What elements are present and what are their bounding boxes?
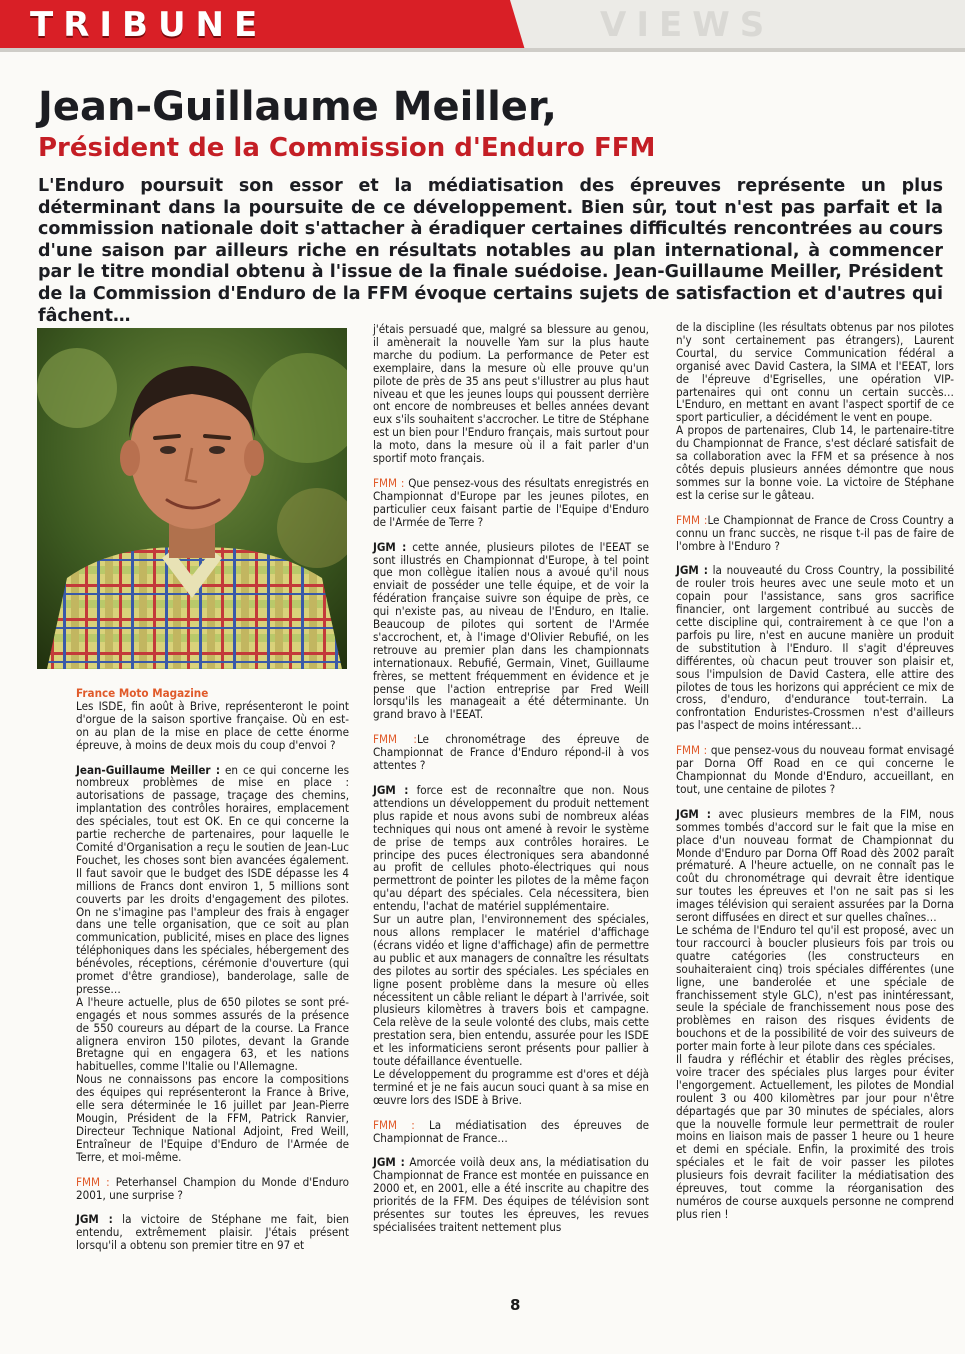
answer-paragraph: A l'heure actuelle, plus de 650 pilotes se sont pré-engagés et nous sommes assurés de la présence de 550 coureurs au départ de la course. La France alignera environ 150 pilotes, devant la Grande Bretagne qui en engagera 63, et les nations habituelles, comme l'Italie ou l'Allemagne. <box>76 994 349 1074</box>
speaker-label: JGM : <box>676 806 711 821</box>
article-intro: L'Enduro poursuit son essor et la médiatisation des épreuves représente un plus déterminant dans la poursuite de ce développement. Bien sûr, tout n'est pas parfait et la commission nationale doit s'attacher à éradiquer certaines difficultés rencontrées au cours d'une saison par ailleurs riche en résultats notables au plan international, à commencer par le titre mondial obtenu à l'issue de la finale suédoise. Jean-Guillaume Meiller, Président de la Commission d'Enduro de la FFM évoque certains sujets de satisfaction et d'autres qui fâchent… <box>38 176 943 326</box>
answer-text: force est de reconnaître que non. Nous attendions un développement du produit nettement plus rapide et nous avons subi de nombreux aléas techniques qui nous ont amené à revoir le système de prise de temps aux contrôles horaires. Le principe des puces électroniques sera abandonné au profit de cellules photo-électriques qui nous permettront de pointer les pilotes de la même façon qu'au départ des spéciales. Cela nécessitera, bien entendu, l'achat de matériel supplémentaire. <box>373 783 649 914</box>
interviewer-label: France Moto Magazine <box>76 686 209 700</box>
page-number: 8 <box>510 1296 521 1314</box>
banner-shadow <box>0 48 965 52</box>
article-subheadline: Président de la Commission d'Enduro FFM <box>38 133 656 163</box>
answer-text: la nouveauté du Cross Country, la possibilité de rouler trois heures avec une seule moto et un copain pour l'assistance, sans gros sacrifice financier, ont largement contribué au succès de cette discipline qui, contrairement à ce que l'on a parfois pu lire, n'est en aucune manière un produit de substitution à l'Enduro. Il s'agit d'épreuves différentes, où chacun peut trouver son plaisir et, sous l'impulsion de David Castera, elle attire des pilotes de tous les horizons qui apprécient ce mix de cross, d'enduro, d'endurance tout-terrain. La confrontation Enduristes-Crossmen n'est d'ailleurs pas l'aspect de moins intéressant… <box>676 563 954 733</box>
question-tag: FMM : <box>373 732 417 747</box>
speaker-label: JGM : <box>373 1155 405 1170</box>
speaker-label: JGM : <box>76 1212 113 1227</box>
speaker-label: JGM : <box>373 783 409 797</box>
answer-paragraph: Le schéma de l'Enduro tel qu'il est proposé, avec un tour raccourci à boucler plusieurs fois par trois ou quatre catégories (les constructeurs en souhaiteraient cinq) trois spéciales différentes (une ligne, une banderolée et une spéciale de franchissement style GLC), n'est pas inintéressant, seule la spéciale de franchissement nous pose des problèmes en raison des risques évidents de bouchons et de la possibilité de voir des suiveurs de porter main forte à leur pilote dans ces spéciales. <box>676 922 954 1054</box>
question-tag: FMM : <box>676 743 708 758</box>
article-column-1 <box>76 687 349 1264</box>
answer-paragraph: de la discipline (les résultats obtenus par nos pilotes n'y sont certainement pas étrangers), Laurent Courtal, du service Communication fédéral a organisé avec David Castera, la SIMA et l'EEAT, lors de l'épreuve d'Egriselles, une opération VIP-partenaires qui ont connu un certain succès… L'Enduro, en mettant en avant l'aspect sportif de ce sport particulier, a décidément le vent en poupe. <box>676 320 954 425</box>
article-column-2 <box>373 323 649 1246</box>
question-text: que pensez-vous du nouveau format envisagé par Dorna Off Road en ce qui concerne le Championnat du Monde d'Enduro, accueillant, en tout, une centaine de pilotes ? <box>676 743 954 796</box>
answer-paragraph: Sur un autre plan, l'environnement des spéciales, nous allons remplacer le matériel d'affichage (écrans vidéo et ligne d'affichage) afin de permettre au public et aux managers de connaître les résultats des pilotes au sortir des spéciales. Les spéciales en ligne posent problème dans la mesure où elles nécessitent un câble reliant le départ à l'arrivée, soit plusieurs kilomètres à travers bois et campagne. Cela relève de la seule volonté des clubs, mais cette prestation sera, bien entendu, assurée pour les ISDE et les informaticiens seront présents pour pallier à toute défaillance éventuelle. <box>373 912 649 1069</box>
question-tag: FMM : <box>373 1117 415 1132</box>
article-column-3 <box>676 321 954 1233</box>
answer-text: en ce qui concerne les nombreux problèmes de mise en place : autorisations de passage, traçage des chemins, implantation des contrôles horaires, emplacement des spéciales, tout est OK. En ce qui concerne la partie recherche de partenaires, pour laquelle le Comité d'Organisation a reçu le soutien de Jean-Luc Fouchet, les choses sont bien avancées également. Il faut savoir que le budget des ISDE dépasse les 4 millions de Francs dont environ 1, 5 millions sont couverts par les droits d'engagement des pilotes. On ne s'imagine pas l'ampleur des frais à engager dans une telle organisation, que ce soit au plan communication, publicité, mises en place des lignes téléphoniques dans les spéciales, hébergement des bénévoles, réceptions, cérémonie d'ouverture (qui promet d'être grandiose), banderolage, salle de presse… <box>76 762 350 996</box>
question-tag: FMM : <box>676 512 708 527</box>
question-text: Le Championnat de France de Cross Country a connu un franc succès, ne risque t-il pas de faire de l'ombre à l'Enduro ? <box>676 512 954 553</box>
question-text: Le chronométrage des épreuve de Championnat de France d'Enduro répond-il à vos attentes ? <box>373 732 649 773</box>
section-label: TRIBUNE <box>30 5 268 45</box>
answer-paragraph: j'étais persuadé que, malgré sa blessure au genou, il amènerait la nouvelle Yam sur la plus haute marche du podium. La performance de Peter est exemplaire, dans la mesure où elle prouve qu'un pilote de près de 35 ans peut s'illustrer au plus haut niveau et que les jeunes loups qui poussent derrière ont encore de nombreuses et belles années devant eux s'ils souhaitent s'accrocher. Le titre de Stéphane est un bien pour l'Enduro français, mais surtout pour la moto, dans la mesure où il a fait parler d'un sportif moto français. <box>373 322 649 466</box>
answer-paragraph: Le développement du programme est d'ores et déjà terminé et je ne fais aucun souci quant à sa mise en œuvre lors des ISDE à Brive. <box>373 1066 649 1107</box>
answer-paragraph: Nous ne connaissons pas encore la compositions des équipes qui représenteront la France à Brive, elle sera déterminée le 16 juillet par Jean-Pierre Mougin, Président de la FFM, Patrick Ranvier, Directeur Technique National Adjoint, Fred Weill, Entraîneur de l'Equipe d'Enduro de l'Armée de Terre, et moi-même. <box>76 1072 349 1164</box>
question-text: Que pensez-vous des résultats enregistrés en Championnat d'Europe par les jeunes pilotes, en particulier ceux faisant partie de l'Equipe d'Enduro de l'Armée de Terre ? <box>373 475 649 529</box>
question-text: Les ISDE, fin août à Brive, représenteront le point d'orgue de la saison sportive française. Où en est-on au plan de la mise en place de cette énorme épreuve, à moins de deux mois du coup d'envoi ? <box>76 698 349 752</box>
portrait-illustration <box>37 328 347 669</box>
answer-text: la victoire de Stéphane me fait, bien entendu, extrêmement plaisir. J'étais présent lorsqu'il a obtenu son premier titre en 97 et <box>76 1212 349 1253</box>
question-tag: FMM : <box>76 1174 110 1189</box>
speaker-label: JGM : <box>676 563 708 578</box>
article-headline: Jean-Guillaume Meiller, <box>38 84 557 130</box>
answer-text: Amorcée voilà deux ans, la médiatisation du Championnat de France est montée en puissance en 2000 et, en 2001, elle a été inscrite au chapitre des priorités de la FFM. Des équipes de télévision sont présentes sur toutes les épreuves, les revues spécialisées traitent nettement plus <box>373 1155 649 1234</box>
answer-text: cette année, plusieurs pilotes de l'EEAT se sont illustrés en Championnat d'Europe, à tel point que mon collègue italien nous a avoué qu'il nous enviait de posséder une telle équipe, et de voir la fédération française suivre son équipe de près, ce qui n'existe pas, au niveau de l'Enduro, en Italie. Beaucoup de pilotes qui sortent de l'Armée s'accrochent, et, à l'image d'Olivier Rebufié, on les retrouve au premier plan dans les championnats internationaux. Rebufié, Germain, Vinet, Guillaume frères, se mettent fréquemment en évidence et je pense que l'action entreprise par Fred Weill lorsqu'ils les manageait a été déterminante. Un grand bravo à l'EEAT. <box>373 539 649 722</box>
question-tag: FMM : <box>373 475 405 490</box>
section-banner <box>0 0 965 50</box>
answer-text: avec plusieurs membres de la FIM, nous sommes tombés d'accord sur le fait que la mise en place d'un nouveau format de Championnat du Monde d'Enduro par Dorna Off Road dès 2002 paraît prématuré. A l'heure actuelle, on ne connaît pas le coût du chronométrage qui devrait être identique sur toutes les épreuves et l'on ne sait pas si les images télévision qui seraient assurées par la Dorna seront diffusées en direct et sur quelles chaînes… <box>676 806 954 925</box>
ghost-label: VIEWS <box>600 5 775 45</box>
question-text: La médiatisation des épreuves de Championnat de France… <box>373 1117 649 1145</box>
answer-paragraph: Il faudra y réfléchir et établir des règles précises, voire tracer des spéciales plus larges pour éviter l'engorgement. Actuellement, les pilotes de Mondial roulent 3 ou 400 kilomètres par jour pour n'être départagés que par 30 minutes de spéciales, alors que la nouvelle formule leur permettrait de rouler moins en liaison mais de passer 1 heure ou 1 heure et demi en spéciale. Enfin, la proximité des trois spéciales et le fait de voir passer les pilotes plusieurs fois devrait faciliter la médiatisation des épreuves, tout comme la réorganisation des numéros de course auxquels personne ne comprend plus rien ! <box>676 1052 954 1221</box>
question-text: Peterhansel Champion du Monde d'Enduro 2001, une surprise ? <box>76 1174 349 1202</box>
portrait-photo <box>37 328 347 669</box>
speaker-label: Jean-Guillaume Meiller : <box>76 762 221 777</box>
answer-paragraph: A propos de partenaires, Club 14, le partenaire-titre du Championnat de France, s'est déclaré satisfait de sa collaboration avec la FFM et sa présence à nos côtés depuis plusieurs années démontre que nous sommes sur la bonne voie. La victoire de Stéphane est la cerise sur le gâteau. <box>676 423 954 502</box>
speaker-label: JGM : <box>373 539 407 554</box>
